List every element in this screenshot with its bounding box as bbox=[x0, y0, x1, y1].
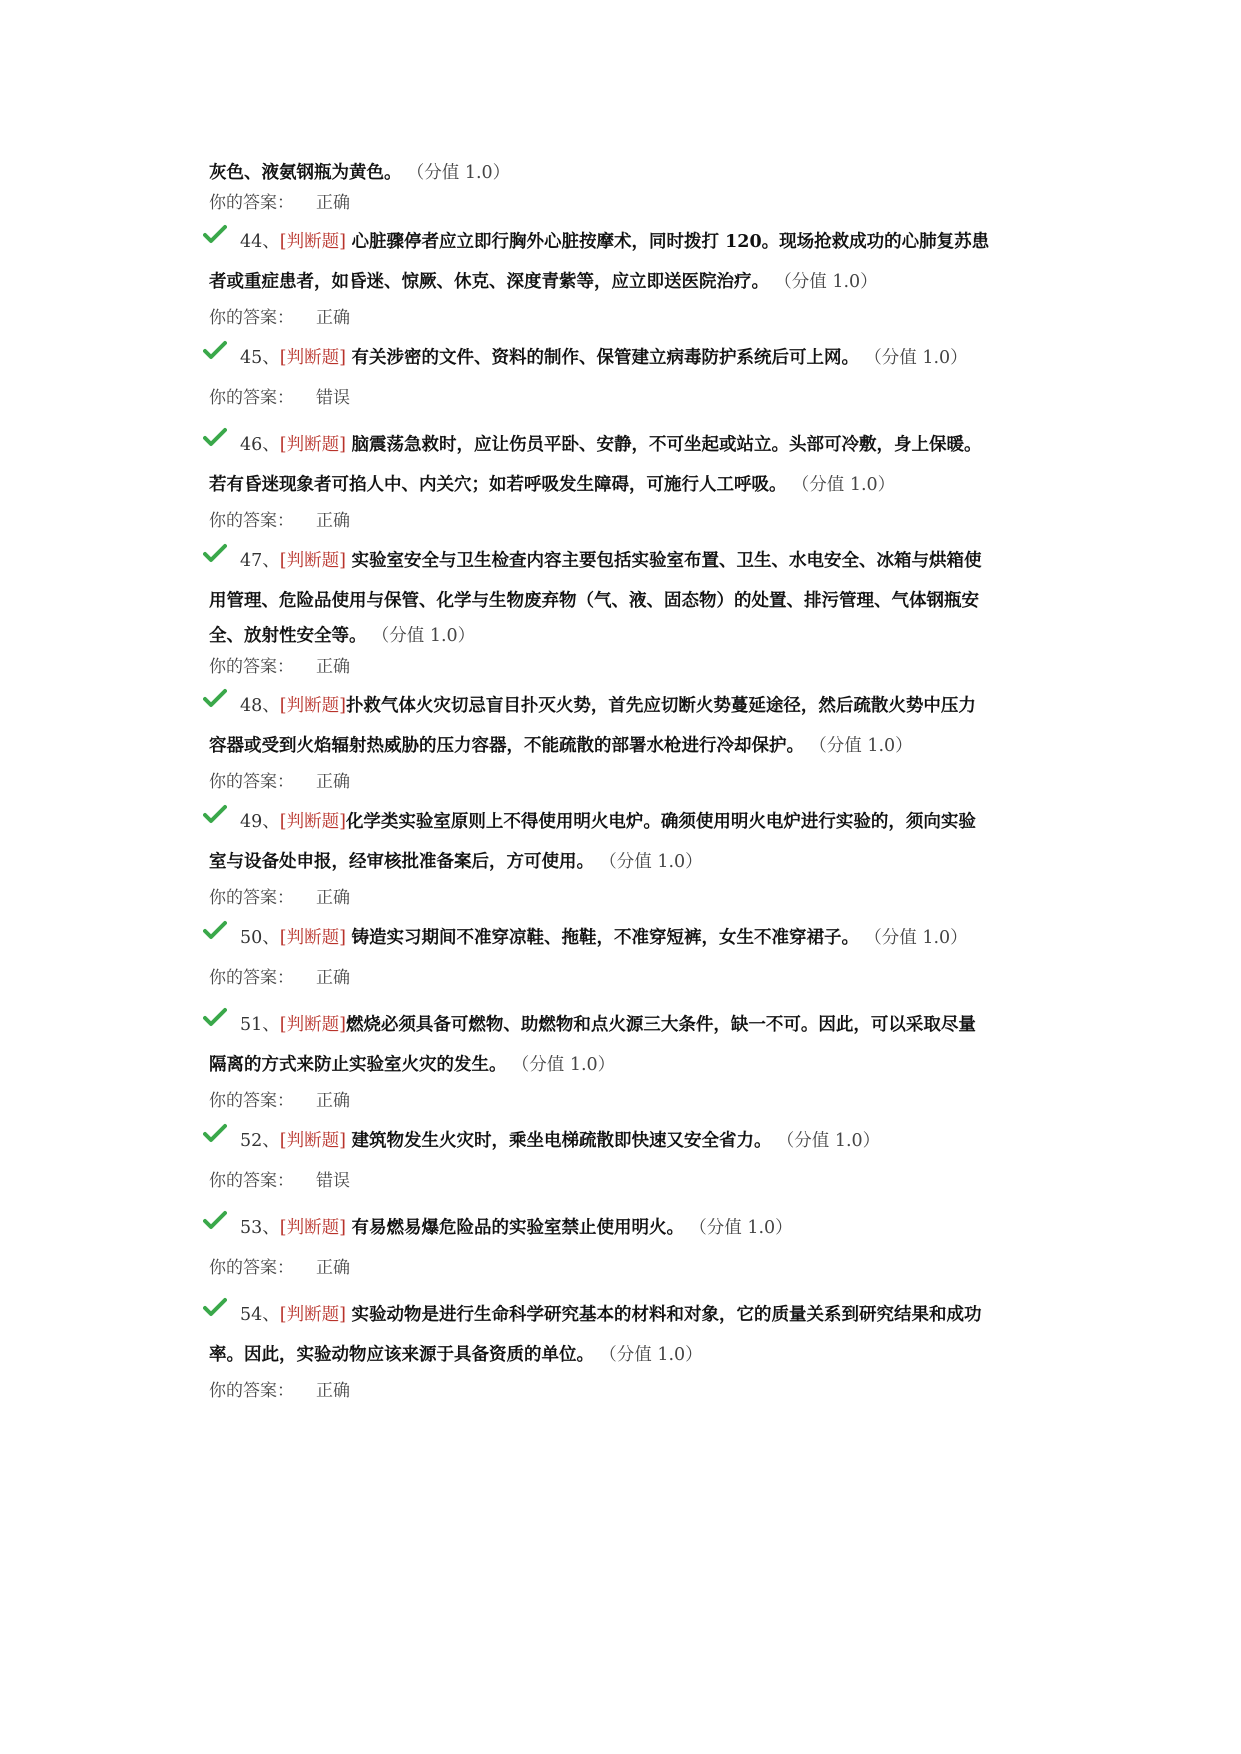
answer-value: 正确 bbox=[316, 193, 350, 213]
question-text-line: 隔离的方式来防止实验室火灾的发生。 bbox=[209, 1055, 507, 1075]
question-number: 53、 bbox=[240, 1218, 280, 1238]
answer-value: 正确 bbox=[316, 888, 350, 908]
correct-check-icon bbox=[203, 804, 227, 824]
question-text-line: 实验室安全与卫生检查内容主要包括实验室布置、卫生、水电安全、冰箱与烘箱使 bbox=[351, 551, 982, 571]
correct-check-icon bbox=[203, 1297, 227, 1317]
question-45 bbox=[209, 338, 1029, 418]
question-number: 50、 bbox=[240, 928, 280, 948]
question-type: [判断题] bbox=[279, 348, 346, 368]
question-type: [判断题] bbox=[279, 1015, 346, 1035]
question-number: 46、 bbox=[240, 435, 280, 455]
answer-value: 错误 bbox=[316, 1171, 350, 1191]
question-text-line: 全、放射性安全等。 bbox=[209, 626, 367, 646]
answer-value: 正确 bbox=[316, 657, 350, 677]
question-type: [判断题] bbox=[279, 232, 346, 252]
question-type: [判断题] bbox=[279, 435, 346, 455]
answer-value: 正确 bbox=[316, 1258, 350, 1278]
answer-label: 你的答案： bbox=[209, 388, 294, 408]
question-44 bbox=[209, 222, 1029, 334]
question-text-line: 率。因此，实验动物应该来源于具备资质的单位。 bbox=[209, 1345, 594, 1365]
question-text-line: 化学类实验室原则上不得使用明火电炉。确须使用明火电炉进行实验的，须向实验 bbox=[345, 812, 976, 832]
question-text-line: 铸造实习期间不准穿凉鞋、拖鞋，不准穿短裤，女生不准穿裙子。 bbox=[351, 928, 860, 948]
score-label: （分值 1.0） bbox=[698, 1218, 793, 1238]
question-text-line: 有易燃易爆危险品的实验室禁止使用明火。 bbox=[351, 1218, 685, 1238]
question-number: 48、 bbox=[240, 696, 280, 716]
question-type: [判断题] bbox=[279, 928, 346, 948]
score-label: （分值 1.0） bbox=[783, 272, 878, 292]
answer-label: 你的答案： bbox=[209, 1171, 294, 1191]
answer-label: 你的答案： bbox=[209, 193, 294, 213]
answer-label: 你的答案： bbox=[209, 511, 294, 531]
answer-label: 你的答案： bbox=[209, 772, 294, 792]
score-label: （分值 1.0） bbox=[873, 348, 968, 368]
answer-label: 你的答案： bbox=[209, 1258, 294, 1278]
correct-check-icon bbox=[203, 543, 227, 563]
score-label: （分值 1.0） bbox=[415, 163, 511, 183]
score-label: （分值 1.0） bbox=[608, 1345, 703, 1365]
question-text-line: 灰色、液氨钢瓶为黄色。 bbox=[209, 163, 402, 183]
correct-check-icon bbox=[203, 1007, 227, 1027]
question-49 bbox=[209, 802, 1029, 914]
question-54 bbox=[209, 1295, 1029, 1407]
question-type: [判断题] bbox=[279, 1305, 346, 1325]
correct-check-icon bbox=[203, 224, 227, 244]
score-label: （分值 1.0） bbox=[800, 475, 896, 495]
answer-label: 你的答案： bbox=[209, 308, 294, 328]
question-50 bbox=[209, 918, 1029, 998]
score-label: （分值 1.0） bbox=[608, 852, 703, 872]
score-label: （分值 1.0） bbox=[873, 928, 968, 948]
question-text-line: 脑震荡急救时，应让伤员平卧、安静，不可坐起或站立。头部可冷敷，身上保暖。 bbox=[351, 435, 982, 455]
question-51 bbox=[209, 1005, 1029, 1117]
question-text-line: 室与设备处申报，经审核批准备案后，方可使用。 bbox=[209, 852, 594, 872]
question-text-line: 容器或受到火焰辐射热威胁的压力容器，不能疏散的部署水枪进行冷却保护。 bbox=[209, 736, 804, 756]
answer-label: 你的答案： bbox=[209, 1091, 294, 1111]
question-number: 51、 bbox=[240, 1015, 280, 1035]
answer-value: 正确 bbox=[316, 511, 350, 531]
score-label: （分值 1.0） bbox=[520, 1055, 616, 1075]
answer-label: 你的答案： bbox=[209, 1381, 294, 1401]
answer-value: 正确 bbox=[316, 308, 350, 328]
question-43-continuation bbox=[209, 158, 1029, 218]
question-number: 44、 bbox=[240, 232, 280, 252]
correct-check-icon bbox=[203, 688, 227, 708]
question-type: [判断题] bbox=[279, 1218, 346, 1238]
score-label: （分值 1.0） bbox=[785, 1131, 881, 1151]
question-number: 52、 bbox=[240, 1131, 280, 1151]
answer-value: 正确 bbox=[316, 968, 350, 988]
answer-value: 错误 bbox=[316, 388, 350, 408]
question-text-line: 心脏骤停者应立即行胸外心脏按摩术，同时拨打 120。现场抢救成功的心肺复苏患 bbox=[351, 232, 990, 252]
question-text-line: 用管理、危险品使用与保管、化学与生物废弃物（气、液、固态物）的处置、排污管理、气体钢瓶安 bbox=[209, 591, 979, 611]
score-label: （分值 1.0） bbox=[818, 736, 913, 756]
correct-check-icon bbox=[203, 1123, 227, 1143]
question-46 bbox=[209, 425, 1029, 537]
correct-check-icon bbox=[203, 920, 227, 940]
answer-label: 你的答案： bbox=[209, 968, 294, 988]
question-number: 54、 bbox=[240, 1305, 280, 1325]
question-number: 47、 bbox=[240, 551, 280, 571]
answer-value: 正确 bbox=[316, 1381, 350, 1401]
question-number: 49、 bbox=[240, 812, 280, 832]
question-type: [判断题] bbox=[279, 551, 346, 571]
question-47 bbox=[209, 541, 1029, 683]
correct-check-icon bbox=[203, 340, 227, 360]
score-label: （分值 1.0） bbox=[380, 626, 476, 646]
question-type: [判断题] bbox=[279, 1131, 346, 1151]
question-text-line: 燃烧必须具备可燃物、助燃物和点火源三大条件，缺一不可。因此，可以采取尽量 bbox=[345, 1015, 976, 1035]
question-number: 45、 bbox=[240, 348, 280, 368]
answer-label: 你的答案： bbox=[209, 657, 294, 677]
answer-label: 你的答案： bbox=[209, 888, 294, 908]
question-text-line: 有关涉密的文件、资料的制作、保管建立病毒防护系统后可上网。 bbox=[351, 348, 860, 368]
question-text-line: 者或重症患者，如昏迷、惊厥、休克、深度青紫等，应立即送医院治疗。 bbox=[209, 272, 769, 292]
question-text-line: 建筑物发生火灾时，乘坐电梯疏散即快速又安全省力。 bbox=[351, 1131, 772, 1151]
answer-value: 正确 bbox=[316, 1091, 350, 1111]
question-53 bbox=[209, 1208, 1029, 1288]
question-text-line: 扑救气体火灾切忌盲目扑灭火势，首先应切断火势蔓延途径，然后疏散火势中压力 bbox=[345, 696, 976, 716]
correct-check-icon bbox=[203, 427, 227, 447]
question-type: [判断题] bbox=[279, 812, 346, 832]
question-text-line: 若有昏迷现象者可掐人中、内关穴；如若呼吸发生障碍，可施行人工呼吸。 bbox=[209, 475, 787, 495]
correct-check-icon bbox=[203, 1210, 227, 1230]
question-52 bbox=[209, 1121, 1029, 1201]
answer-value: 正确 bbox=[316, 772, 350, 792]
question-type: [判断题] bbox=[279, 696, 346, 716]
question-text-line: 实验动物是进行生命科学研究基本的材料和对象，它的质量关系到研究结果和成功 bbox=[351, 1305, 982, 1325]
question-48 bbox=[209, 686, 1029, 798]
